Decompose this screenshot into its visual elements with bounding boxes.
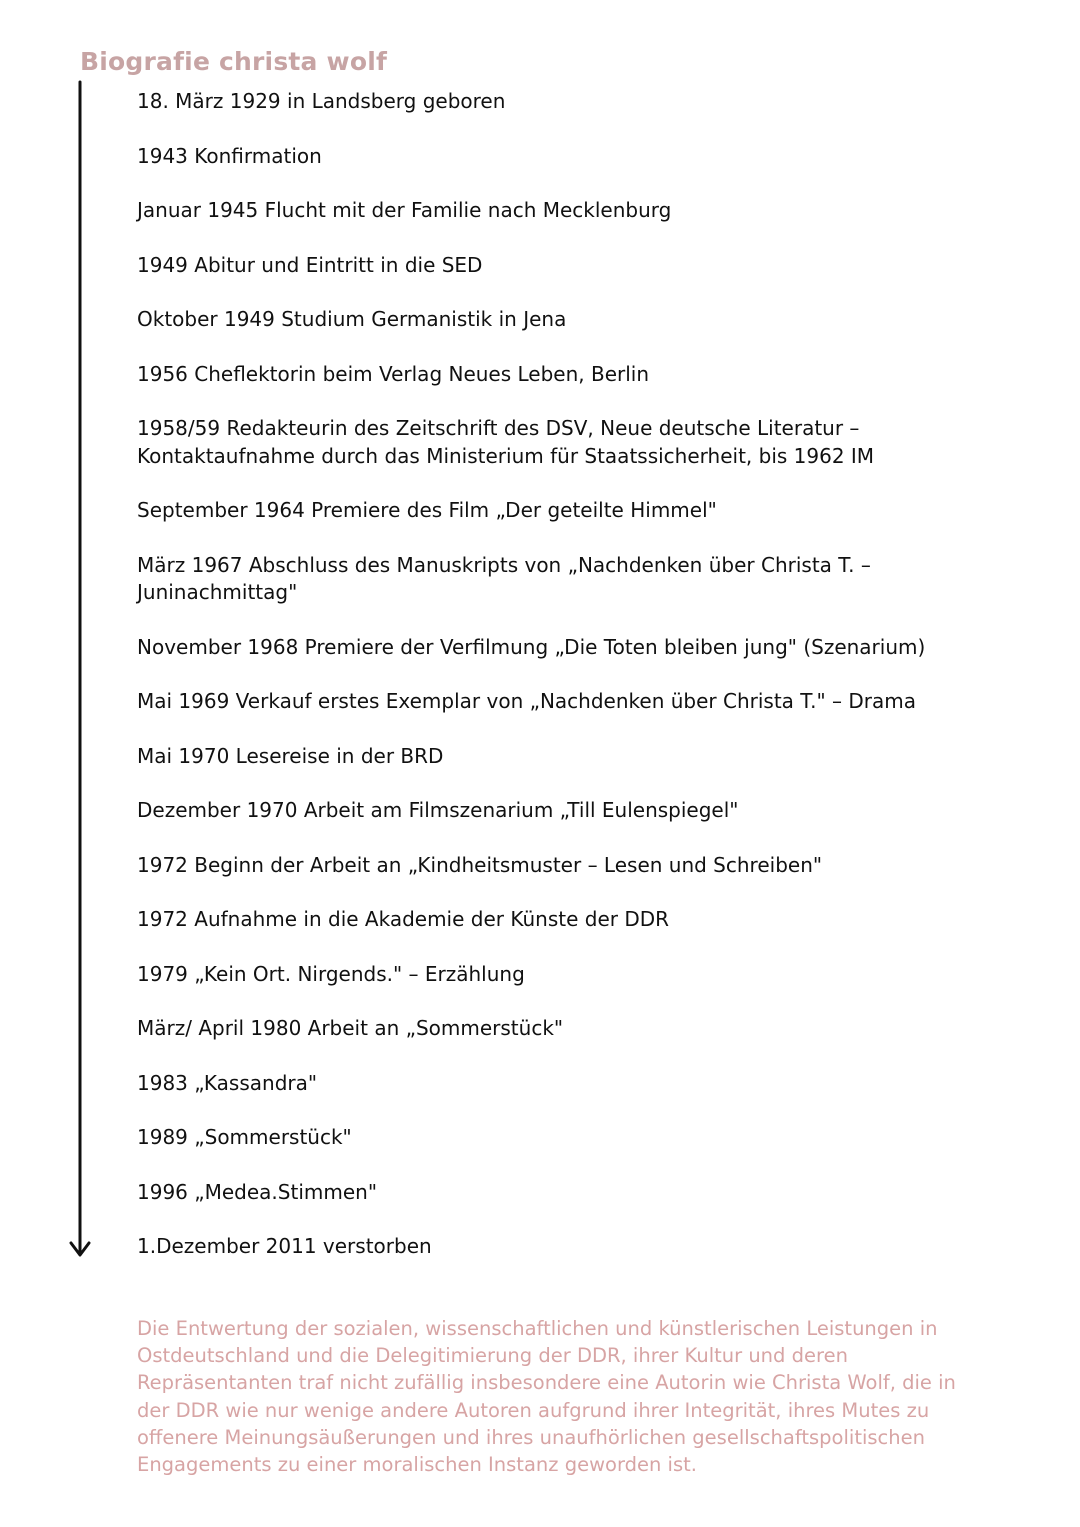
timeline-entry: 1.Dezember 2011 verstorben [137,1234,432,1258]
timeline-entry: 18. März 1929 in Landsberg geboren [137,89,506,113]
timeline-entry: 1972 Beginn der Arbeit an „Kindheitsmuster – Lesen und Schreiben" [137,852,823,877]
timeline-entry: Mai 1970 Lesereise in der BRD [137,743,444,768]
timeline-entry: Mai 1969 Verkauf erstes Exemplar von „Nachdenken über Christa T." – Drama [137,689,917,713]
timeline-entry: 1972 Aufnahme in die Akademie der Künste der DDR [137,907,670,931]
timeline-entry: 1956 Cheflektorin beim Verlag Neues Leben, Berlin [137,361,650,386]
timeline-entry: 1979 „Kein Ort. Nirgends." – Erzählung [137,961,525,986]
page-title: Biografie christa wolf [80,46,388,76]
timeline-entry: 1943 Konfirmation [137,143,322,168]
timeline-entry: März 1967 Abschluss des Manuskripts von „Nachdenken über Christa T. – Juninachmittag" [137,552,871,604]
timeline-entry: März/ April 1980 Arbeit an „Sommerstück" [137,1016,564,1040]
timeline-entry: 1958/59 Redakteurin des Zeitschrift des DSV, Neue deutsche Literatur – Kontaktaufnahme durch das Ministerium für Staatssicherheit, bis 1962 IM [137,416,875,468]
timeline-entry: 1983 „Kassandra" [137,1070,318,1095]
timeline-entry: Januar 1945 Flucht mit der Familie nach Mecklenburg [137,198,672,222]
timeline-entry: September 1964 Premiere des Film „Der geteilte Himmel" [137,498,717,522]
timeline-entry: 1989 „Sommerstück" [137,1125,352,1149]
timeline-list [137,88,1017,1288]
timeline-entry: 1949 Abitur und Eintritt in die SED [137,252,483,277]
timeline-entry: Oktober 1949 Studium Germanistik in Jena [137,307,567,331]
closing-quote: Die Entwertung der sozialen, wissenschaftlichen und künstlerischen Leistungen in Ostdeutschland und die Delegitimierung der DDR, ihrer Kultur und deren Repräsentanten traf nicht zufällig insbesondere eine Autorin wie Christa Wolf, die in der DDR wie nur wenige andere Autoren aufgrund ihrer Integrität, ihres Mutes zu offenere Meinungsäußerungen und ihres unaufhörlichen gesellschaftspolitischen Engagements zu einer moralischen Instanz geworden ist. [137,1317,956,1477]
timeline-entry: Dezember 1970 Arbeit am Filmszenarium „Till Eulenspiegel" [137,798,739,822]
timeline-entry: 1996 „Medea.Stimmen" [137,1179,378,1204]
timeline-arrow-icon [60,80,100,1262]
timeline-entry: November 1968 Premiere der Verfilmung „Die Toten bleiben jung" (Szenarium) [137,634,926,659]
